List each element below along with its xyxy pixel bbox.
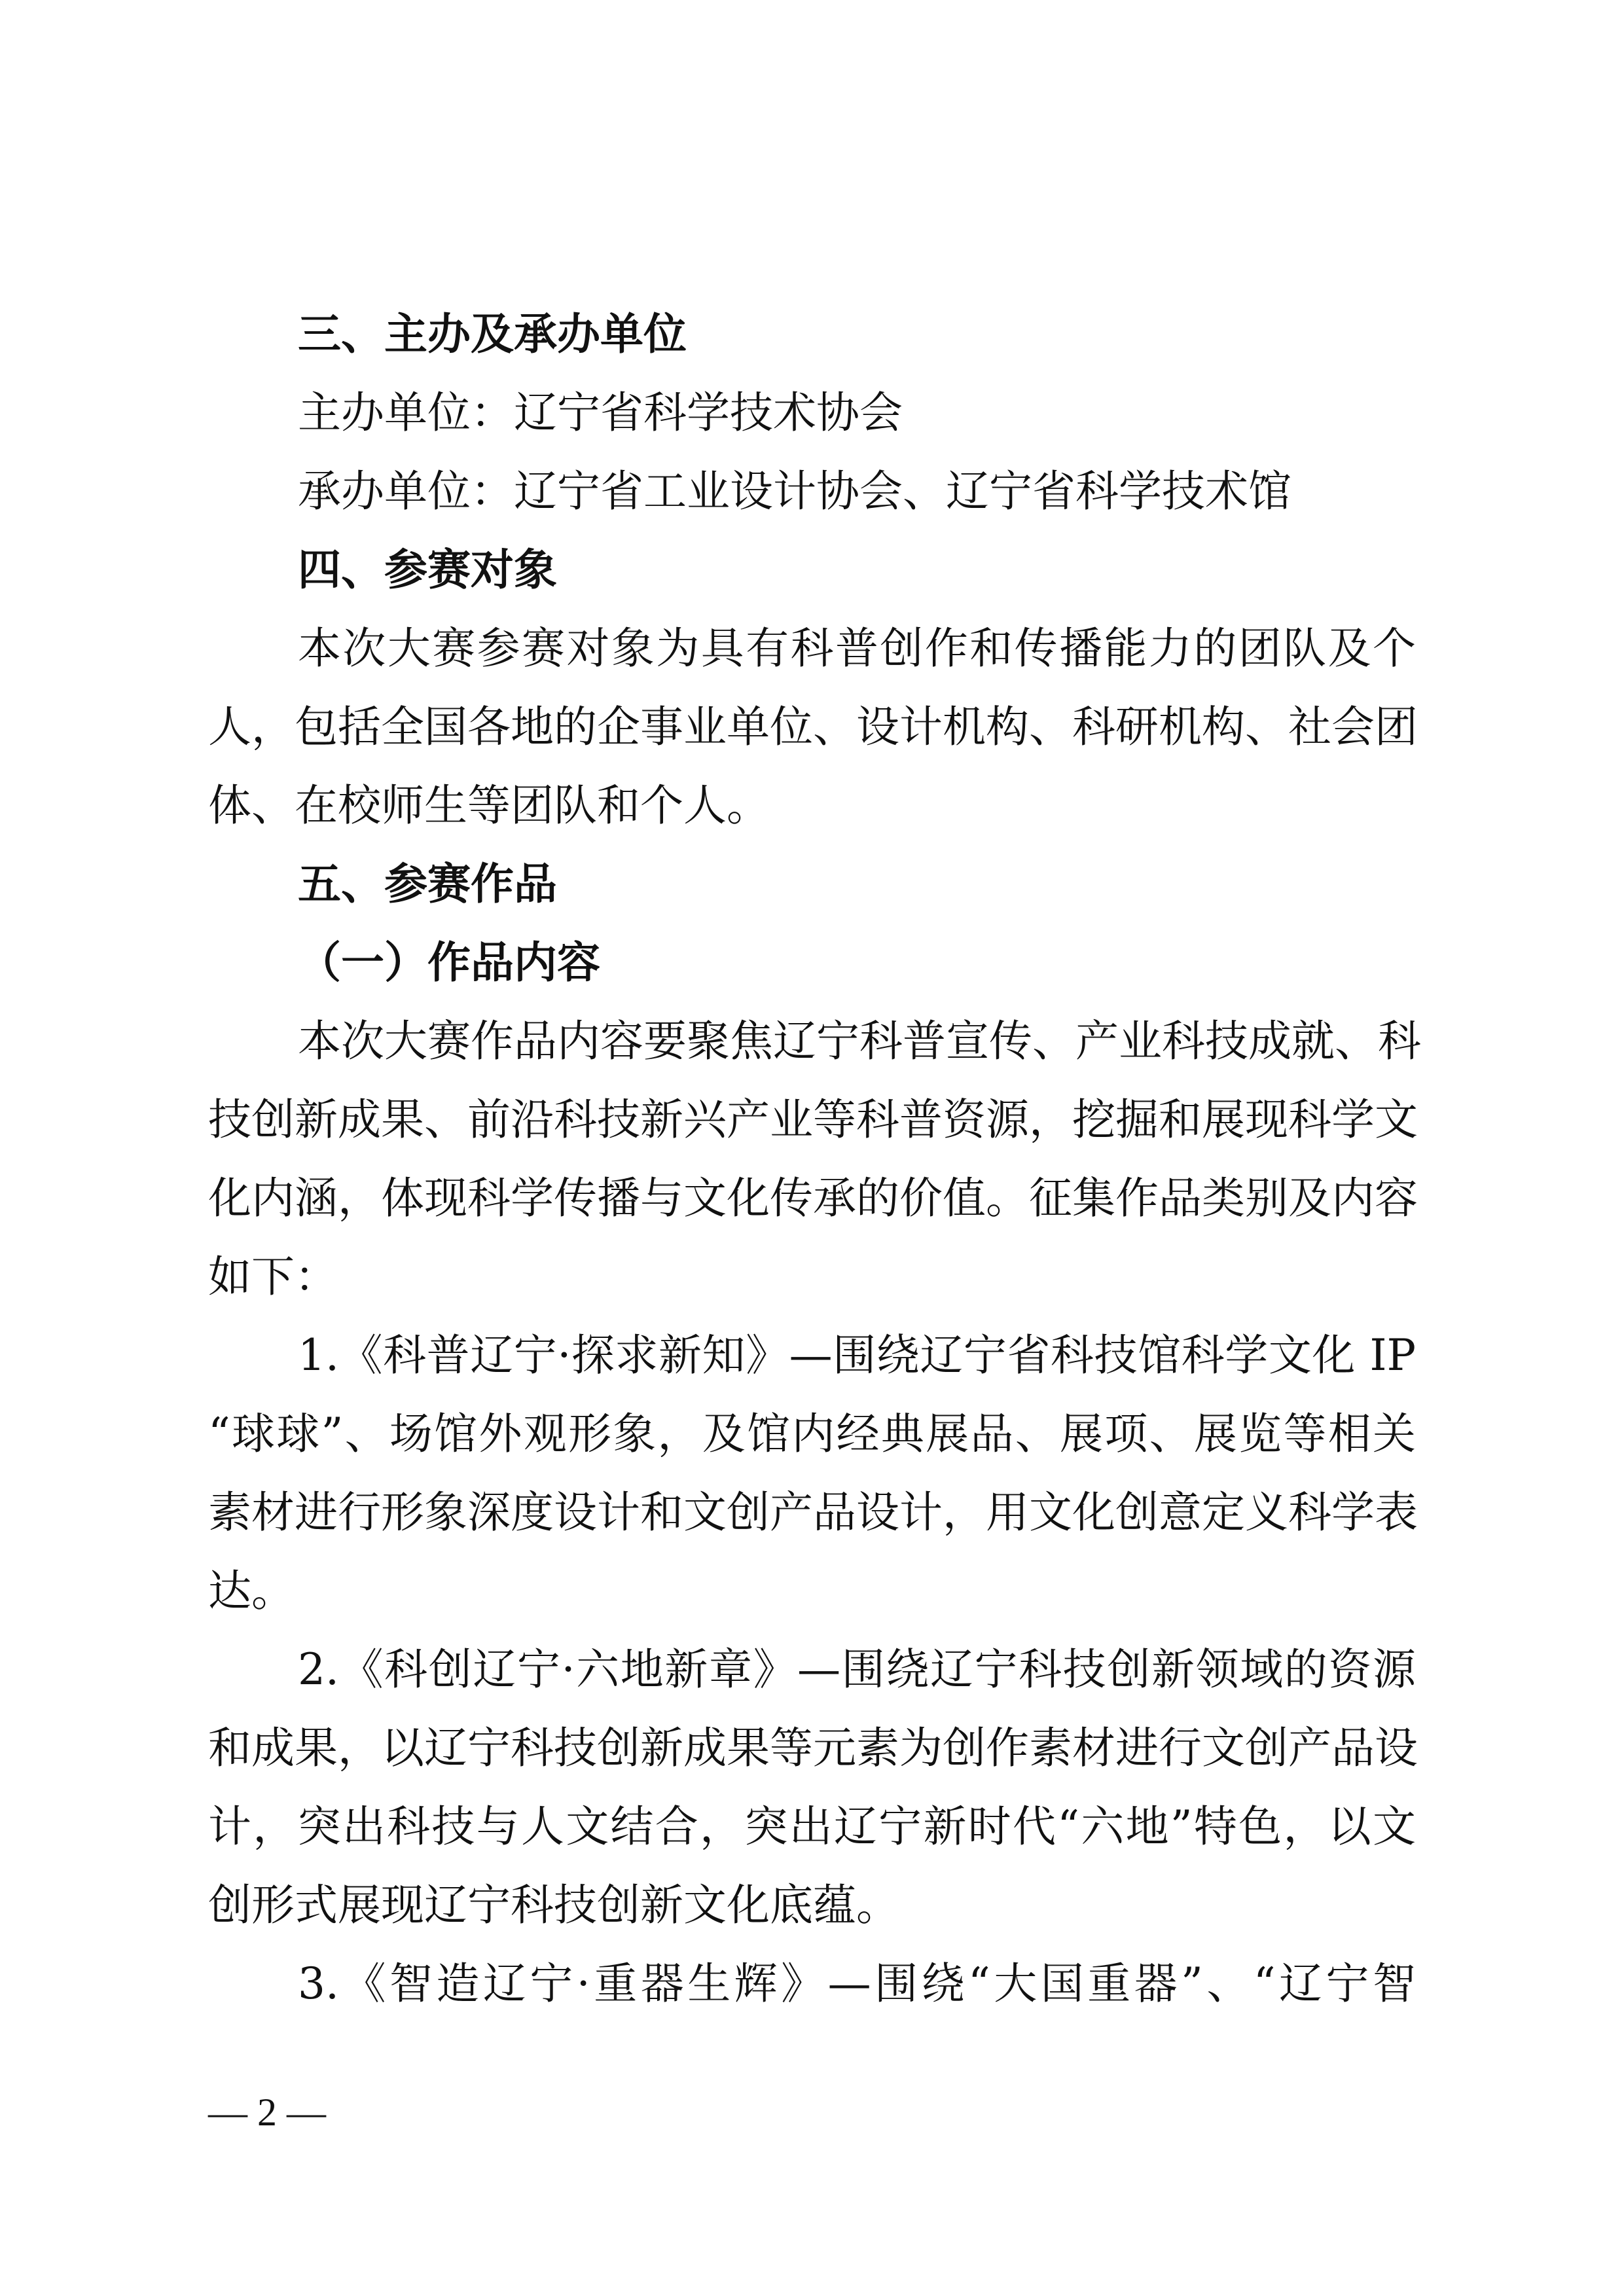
paragraph-line: 本次大赛参赛对象为具有科普创作和传播能力的团队及个 bbox=[298, 623, 1416, 674]
paragraph-line: 体、在校师生等团队和个人。 bbox=[208, 780, 770, 831]
paragraph-line: 化内涵，体现科学传播与文化传承的价值。征集作品类别及内容 bbox=[208, 1173, 1418, 1223]
list-item-line: 素材进行形象深度设计和文创产品设计，用文化创意定义科学表 bbox=[208, 1487, 1418, 1538]
list-item-line: 3.《智造辽宁·重器生辉》—围绕“大国重器”、“辽宁智 bbox=[298, 1958, 1416, 2009]
paragraph-line: 如下： bbox=[208, 1252, 338, 1302]
list-item-line: 创形式展现辽宁科技创新文化底蕴。 bbox=[208, 1880, 899, 1930]
page-number: — 2 — bbox=[208, 2091, 326, 2134]
paragraph-line: 本次大赛作品内容要聚焦辽宁科普宣传、产业科技成就、科 bbox=[298, 1016, 1421, 1066]
list-item-line: 达。 bbox=[208, 1566, 295, 1616]
list-item-line: 2.《科创辽宁·六地新章》—围绕辽宁科技创新领域的资源 bbox=[298, 1644, 1416, 1695]
section-heading-works: 五、参赛作品 bbox=[298, 859, 557, 909]
organizer-unit-line: 承办单位：辽宁省工业设计协会、辽宁省科学技术馆 bbox=[298, 466, 1291, 516]
list-item-line: 1.《科普辽宁·探求新知》—围绕辽宁省科技馆科学文化 IP bbox=[298, 1330, 1416, 1380]
subsection-heading-content: （一）作品内容 bbox=[298, 937, 600, 988]
list-item-line: “球球”、场馆外观形象，及馆内经典展品、展项、展览等相关 bbox=[208, 1409, 1416, 1459]
paragraph-line: 技创新成果、前沿科技新兴产业等科普资源，挖掘和展现科学文 bbox=[208, 1094, 1418, 1145]
section-heading-organizers: 三、主办及承办单位 bbox=[298, 309, 687, 359]
section-heading-participants: 四、参赛对象 bbox=[298, 545, 557, 595]
host-unit-line: 主办单位：辽宁省科学技术协会 bbox=[298, 388, 903, 438]
list-item-line: 计，突出科技与人文结合，突出辽宁新时代“六地”特色，以文 bbox=[208, 1801, 1416, 1852]
paragraph-line: 人，包括全国各地的企事业单位、设计机构、科研机构、社会团 bbox=[208, 702, 1418, 752]
list-item-line: 和成果，以辽宁科技创新成果等元素为创作素材进行文创产品设 bbox=[208, 1723, 1418, 1773]
